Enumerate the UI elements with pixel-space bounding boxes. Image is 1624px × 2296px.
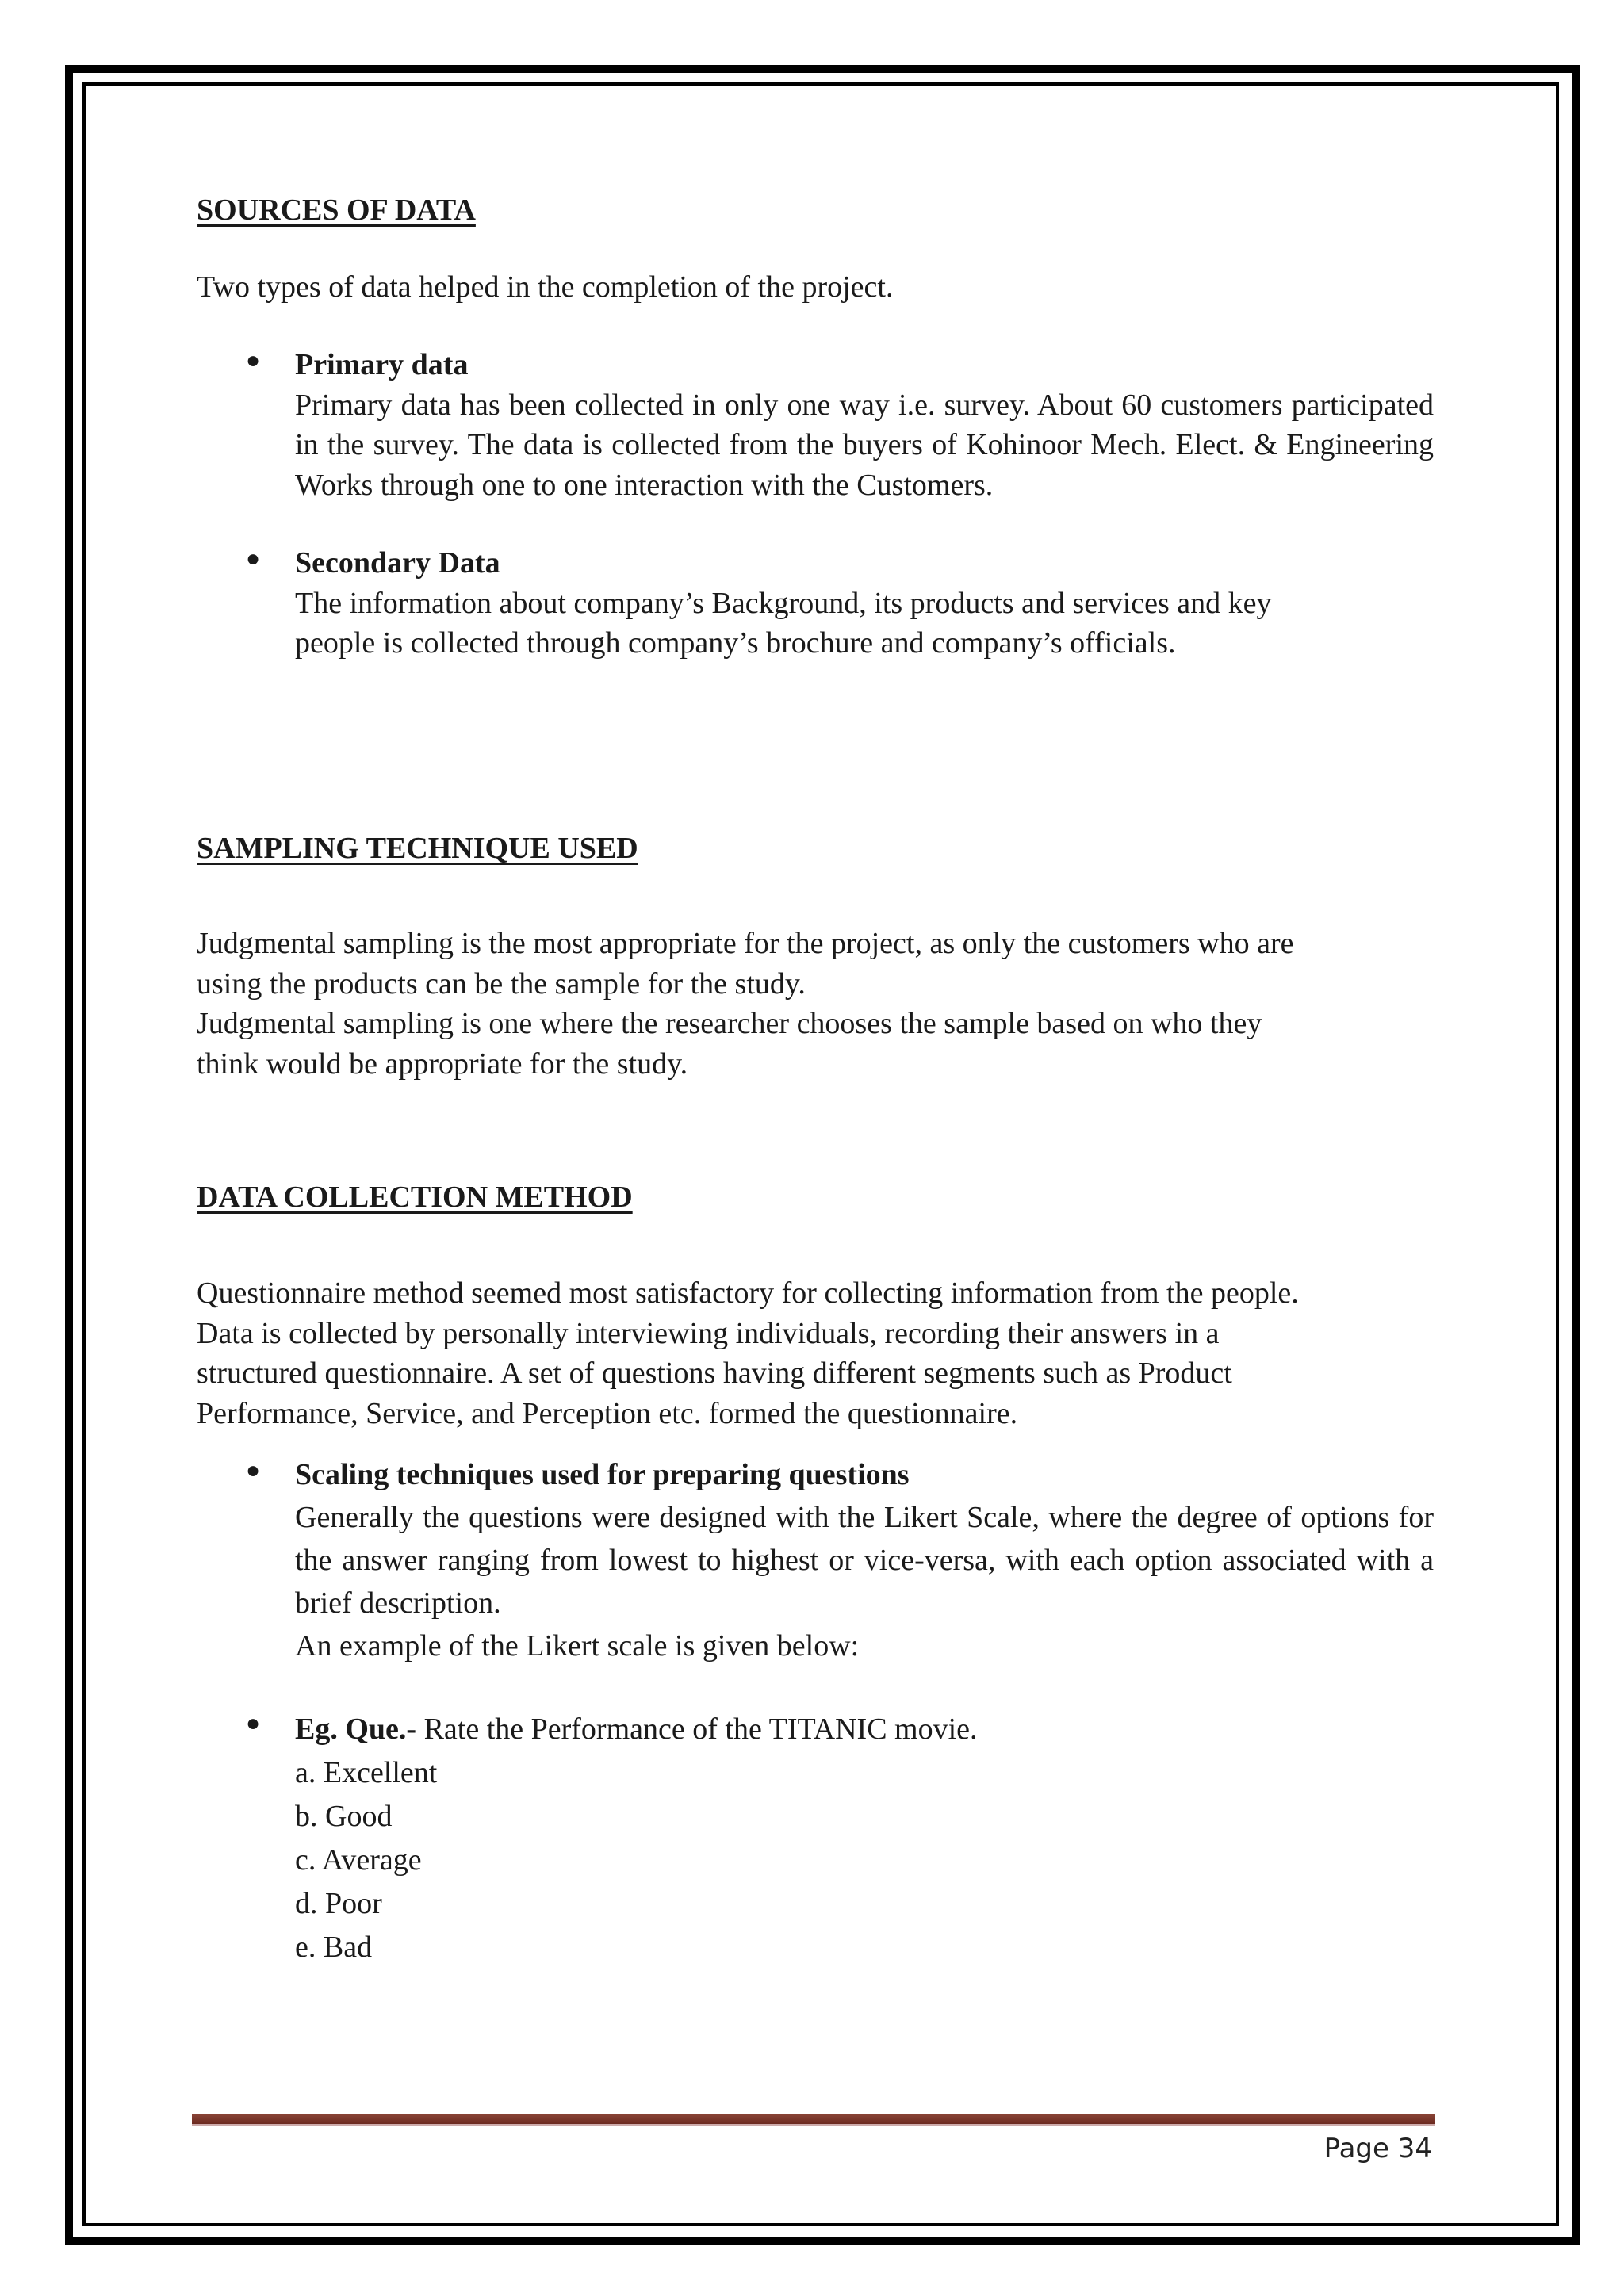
- scaling-item: [197, 1454, 1434, 1668]
- collection-line: Performance, Service, and Perception etc. formed the questionnaire.: [197, 1396, 1018, 1430]
- sampling-heading: SAMPLING TECHNIQUE USED: [197, 831, 638, 865]
- collection-body: [197, 1273, 1434, 1433]
- sampling-line: Judgmental sampling is the most appropriate for the project, as only the customers who are: [197, 927, 1294, 961]
- primary-data-title: Primary data: [295, 348, 469, 382]
- likert-option: a. Excellent: [295, 1755, 438, 1789]
- scaling-title: Scaling techniques used for preparing questions: [295, 1458, 910, 1492]
- secondary-data-line-2: people is collected through company’s brochure and company’s officials.: [295, 626, 1176, 660]
- bullet-icon: ●: [246, 1709, 261, 1736]
- secondary-data-line-1: The information about company’s Background, its products and services and key: [295, 586, 1272, 620]
- bullet-icon: ●: [246, 347, 261, 374]
- collection-heading: DATA COLLECTION METHOD: [197, 1181, 633, 1215]
- sampling-line: think would be appropriate for the study.: [197, 1047, 688, 1081]
- collection-line: Questionnaire method seemed most satisfactory for collecting information from the people.: [197, 1276, 1299, 1310]
- page-number: Page 34: [1323, 2133, 1432, 2164]
- example-label: Eg. Que.-: [295, 1712, 417, 1746]
- primary-data-item: [197, 345, 1434, 505]
- primary-data-text: Primary data has been collected in only one way i.e. survey. About 60 customers participated in the survey. The data is collected from the buyers of Kohinoor Mech. Elect. & Engineering Works through one to one interaction with the Customers.: [295, 388, 1434, 502]
- example-question: [295, 1708, 1434, 1751]
- likert-option: b. Good: [295, 1800, 393, 1834]
- likert-option: e. Bad: [295, 1931, 373, 1965]
- page-content: [197, 190, 1434, 1969]
- likert-option: c. Average: [295, 1843, 422, 1877]
- likert-option: d. Poor: [295, 1887, 382, 1921]
- collection-line: Data is collected by personally interviewing individuals, recording their answers in a: [197, 1316, 1220, 1350]
- collection-line: structured questionnaire. A set of questions having different segments such as Product: [197, 1357, 1232, 1391]
- secondary-data-title: Secondary Data: [295, 546, 500, 580]
- example-question-item: [197, 1708, 1434, 1970]
- sampling-line: using the products can be the sample for the study.: [197, 966, 806, 1001]
- secondary-data-item: [197, 543, 1434, 664]
- sampling-line: Judgmental sampling is one where the researcher chooses the sample based on who they: [197, 1007, 1262, 1041]
- scaling-example-intro: An example of the Likert scale is given below:: [295, 1628, 860, 1663]
- scaling-text: Generally the questions were designed with the Likert Scale, where the degree of options for the answer ranging from lowest to highest or vice-versa, with each option associated with a brief description.: [295, 1501, 1434, 1620]
- bullet-icon: ●: [246, 1457, 261, 1484]
- sources-intro: Two types of data helped in the completion of the project.: [197, 270, 894, 304]
- footer-rule: [192, 2114, 1435, 2126]
- example-question-text: Rate the Performance of the TITANIC movie.: [416, 1712, 978, 1746]
- sampling-body: [197, 924, 1434, 1084]
- bullet-icon: ●: [246, 545, 261, 572]
- sources-heading: SOURCES OF DATA: [197, 193, 476, 227]
